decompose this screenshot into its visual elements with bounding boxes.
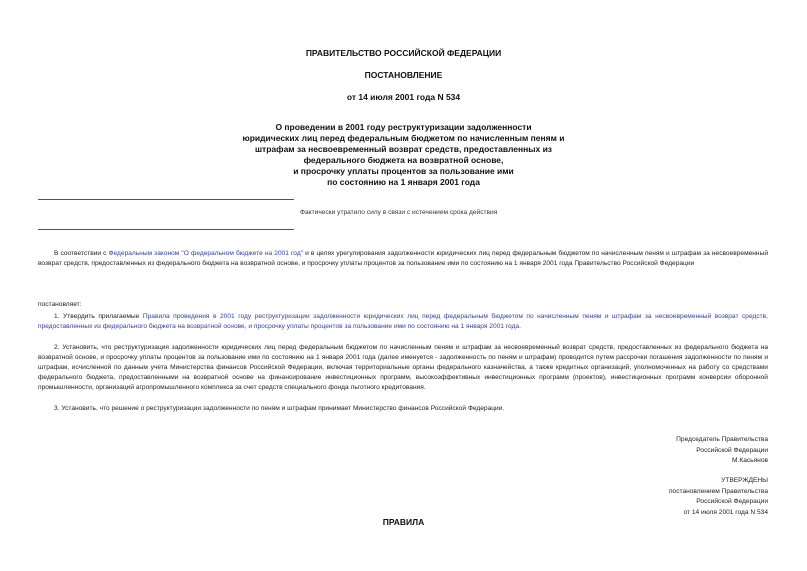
- approval-line: Российской Федерации: [696, 498, 768, 505]
- section-title: ПРАВИЛА: [382, 517, 425, 527]
- title-line: и просрочку уплаты процентов за пользование ими: [293, 166, 514, 176]
- signature-block: [676, 435, 768, 467]
- approval-line: от 14 июля 2001 года N 534: [683, 508, 768, 516]
- divider-top: [38, 199, 294, 200]
- rules-link[interactable]: Правила проведения в 2001 году реструктуризации задолженности юридических лиц перед федеральным бюджетом по начисленным пеням и штрафам за несвоевременный возврат средств, предоставленных из федерального бюджета на возвратной основе, и просрочку уплаты процентов за пользование ими по состоянию на 1 января 2001 года: [38, 313, 768, 330]
- approval-line: постановлением Правительства: [668, 487, 768, 495]
- divider-bottom: [38, 229, 294, 230]
- item-3-paragraph: 3. Установить, что решение о реструктуризации задолженности по пеням и штрафам принимает Министерство финансов Российской Федерации.: [54, 405, 505, 412]
- decree-word: постановляет:: [38, 301, 82, 308]
- signatory-position: Российской Федерации: [696, 446, 768, 454]
- title-line: штрафам за несвоевременный возврат средств, предоставленных из: [254, 144, 553, 154]
- item-1-paragraph: 1. Утвердить прилагаемые Правила проведения в 2001 году реструктуризации задолженности юридических лиц перед федеральным бюджетом по начисленным пеням и штрафам за несвоевременный возврат средств, предоставленных из федерального бюджета на возвратной основе, и просрочку уплаты процентов за пользование ими по состоянию на 1 января 2001 года.: [38, 313, 768, 330]
- signatory-position: Председатель Правительства: [676, 436, 768, 443]
- title-line: О проведении в 2001 году реструктуризации задолженности: [275, 122, 532, 132]
- approval-block: [669, 476, 768, 518]
- document-title: [190, 122, 617, 188]
- approval-line: УТВЕРЖДЕНЫ: [721, 477, 768, 484]
- item-2-paragraph: 2. Установить, что реструктуризация задолженности юридических лиц перед федеральным бюджетом по начисленным пеням и штрафам за несвоевременный возврат средств, предоставленных из федерального бюджета на возвратной основе, и просрочку уплаты процентов за пользование ими по состоянию на 1 января 2001 года (далее именуется - задолженность по пеням и штрафам) проводится путем рассрочки погашения задолженности по пеням и штрафам, исчисленной по данным учета Министерства финансов Российской Федерации, включая территориальные органы федерального казначейства, а также кредитных организаций, уполномоченных на работу со средствами федерального бюджета, предоставленными на возвратной основе на финансирование инвестиционных программ, высокоэффективных инвестиционных программ (проектов), инвестиционных программ конверсии оборонной промышленности, организаций агропромышленного комплекса за счет средств специального фонда льготного кредитования.: [38, 344, 768, 391]
- preamble-paragraph: В соответствии с Федеральным законом "О федеральном бюджете на 2001 год" и в целях урегулирования задолженности юридических лиц перед федеральным бюджетом по начисленным пеням и штрафам за несвоевременный возврат средств, предоставленных из федерального бюджета на возвратной основе, и просрочку уплаты процентов за пользование ими по состоянию на 1 января 2001 года Правительство Российской Федерации: [38, 250, 769, 267]
- title-line: по состоянию на 1 января 2001 года: [327, 177, 480, 187]
- government-heading: ПРАВИТЕЛЬСТВО РОССИЙСКОЙ ФЕДЕРАЦИИ: [305, 48, 502, 58]
- federal-law-link[interactable]: Федеральным законом "О федеральном бюджете на 2001 год": [108, 250, 304, 257]
- document-type-heading: ПОСТАНОВЛЕНИЕ: [364, 70, 443, 80]
- title-line: юридических лиц перед федеральным бюджетом по начисленным пеням и: [242, 133, 565, 143]
- signatory-name: М.Касьянов: [732, 457, 768, 464]
- status-note: Фактически утратило силу в связи с истечением срока действия: [300, 209, 498, 216]
- document-date-number: от 14 июля 2001 года N 534: [346, 92, 461, 102]
- title-line: федерального бюджета на возвратной основе,: [303, 155, 504, 165]
